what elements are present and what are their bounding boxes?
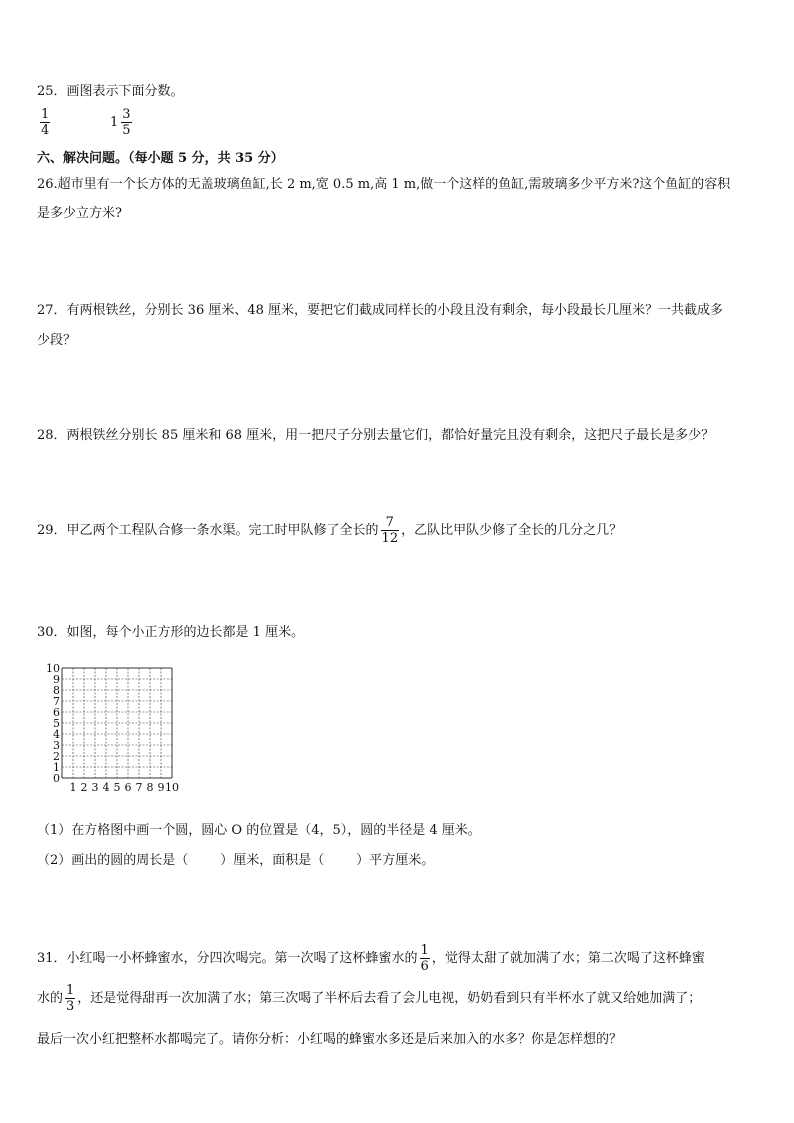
question-31-l1-b: ，觉得太甜了就加满了水；第二次喝了这杯蜂蜜 <box>431 951 705 966</box>
fraction-denominator: 4 <box>41 123 50 138</box>
fraction-denominator: 5 <box>122 123 131 138</box>
grid-lines <box>62 668 172 778</box>
question-31-l2-b: ，还是觉得甜再一次加满了水；第三次喝了半杯后去看了会儿电视，奶奶看到只有半杯水了就又给她加满了； <box>77 991 702 1006</box>
question-26-line-1: 26.超市里有一个长方体的无盖玻璃鱼缸,长 2 m,宽 0.5 m,高 1 m,做一个这样的鱼缸,需玻璃多少平方米?这个鱼缸的容积 <box>37 177 731 192</box>
grid-y-label: 5 <box>53 717 60 730</box>
square-grid-figure <box>46 662 186 802</box>
question-30-sub-2-part-b: ）厘米，面积是（ <box>220 853 325 868</box>
grid-x-label: 8 <box>146 781 154 794</box>
fraction-numerator: 1 <box>420 943 429 958</box>
grid-x-label: 5 <box>113 781 121 794</box>
question-25-text: 25．画图表示下面分数。 <box>37 84 184 99</box>
question-30-sub-2-part-a: （2）画出的圆的周长是（ <box>37 853 189 868</box>
fraction-denominator: 12 <box>381 531 399 546</box>
grid-y-label: 7 <box>53 695 60 708</box>
question-29-text-before: 29．甲乙两个工程队合修一条水渠。完工时甲队修了全长的 <box>37 523 379 538</box>
grid-x-label: 6 <box>124 781 132 794</box>
question-31-line-1 <box>37 944 705 973</box>
question-30-intro: 30．如图，每个小正方形的边长都是 1 厘米。 <box>37 625 305 640</box>
mixed-number-one-three-fifths <box>110 108 134 137</box>
grid-x-label: 3 <box>91 781 99 794</box>
fraction-numerator: 7 <box>385 515 394 530</box>
fraction-numerator: 1 <box>41 107 50 122</box>
question-26-line-2: 是多少立方米? <box>37 206 122 221</box>
section-6-heading <box>37 150 284 168</box>
question-31-line-3: 最后一次小红把整杯水都喝完了。请你分析：小红喝的蜂蜜水多还是后来加入的水多？你是怎样想的？ <box>37 1032 623 1047</box>
grid-x-label: 1 <box>69 781 77 794</box>
question-31-line-2 <box>37 984 701 1013</box>
fraction-numerator: 3 <box>122 107 131 122</box>
grid-y-label: 4 <box>53 728 60 741</box>
question-30-sub-2-part-c: ）平方厘米。 <box>356 853 435 868</box>
question-27-line-2: 少段？ <box>37 333 77 348</box>
question-29-text-after: ，乙队比甲队少修了全长的几分之几？ <box>401 523 623 538</box>
fraction-numerator: 1 <box>66 983 75 998</box>
grid-x-label: 4 <box>102 781 110 794</box>
grid-y-label: 3 <box>53 739 60 752</box>
grid-y-label: 0 <box>53 772 60 785</box>
question-31-l2-a: 水的 <box>37 991 64 1006</box>
grid-y-label: 10 <box>46 662 60 675</box>
question-28-line-1: 28．两根铁丝分别长 85 厘米和 68 厘米，用一把尺子分别去量它们，都恰好量完且没有剩余，这把尺子最长是多少？ <box>37 428 715 443</box>
question-30-sub-1: （1）在方格图中画一个圆，圆心 O 的位置是（4，5），圆的半径是 4 厘米。 <box>37 823 481 838</box>
grid-x-label: 10 <box>165 781 179 794</box>
question-29 <box>37 516 622 545</box>
grid-y-label: 2 <box>53 750 60 763</box>
mixed-whole: 1 <box>110 115 119 130</box>
grid-labels <box>46 662 179 794</box>
question-25 <box>37 83 184 101</box>
fraction-denominator: 6 <box>420 959 429 974</box>
question-30-sub-2 <box>37 852 434 870</box>
question-27-line-1: 27．有两根铁丝，分别长 36 厘米、48 厘米，要把它们截成同样长的小段且没有剩余，每小段最长几厘米？一共截成多 <box>37 303 724 318</box>
grid-y-label: 8 <box>53 684 60 697</box>
section-6-title: 六、解决问题。（每小题 5 分，共 35 分） <box>37 151 284 166</box>
fraction-denominator: 3 <box>66 999 75 1014</box>
grid-y-label: 1 <box>53 761 60 774</box>
grid-y-label: 9 <box>53 673 60 686</box>
grid-x-label: 7 <box>135 781 143 794</box>
grid-x-label: 2 <box>80 781 88 794</box>
question-31-l1-a: 31．小红喝一小杯蜂蜜水，分四次喝完。第一次喝了这杯蜂蜜水的 <box>37 951 418 966</box>
fraction-one-quarter <box>38 108 52 137</box>
grid-y-label: 6 <box>53 706 60 719</box>
grid-x-label: 9 <box>157 781 165 794</box>
